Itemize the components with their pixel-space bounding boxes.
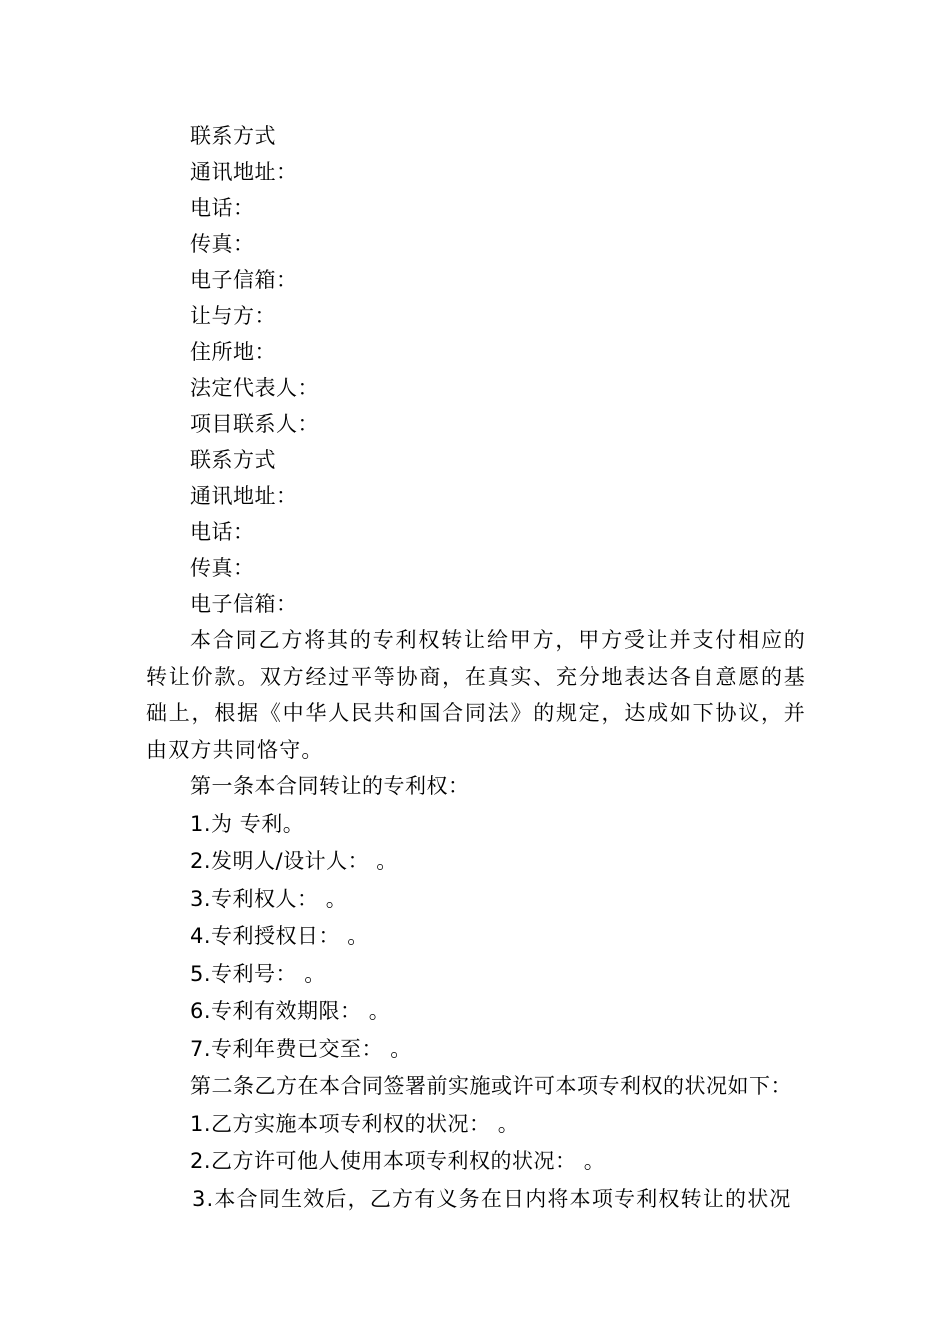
phone-label: 电话： xyxy=(190,196,255,220)
fax-label: 传真： xyxy=(190,232,255,256)
article2-heading: 第二条乙方在本合同签署前实施或许可本项专利权的状况如下： xyxy=(190,1074,792,1098)
contact-method-label: 联系方式 xyxy=(190,124,276,148)
article1-item-7: 7.专利年费已交至： 。 xyxy=(190,1036,412,1061)
email-label: 电子信箱： xyxy=(190,268,298,292)
fax-label-b: 传真： xyxy=(190,556,255,580)
project-contact-label: 项目联系人： xyxy=(190,412,319,436)
article1-item-6: 6.专利有效期限： 。 xyxy=(190,999,391,1023)
article2-item-2: 2.乙方许可他人使用本项专利权的状况： 。 xyxy=(190,1149,606,1173)
contact-method-label-b: 联系方式 xyxy=(190,448,276,472)
article1-heading: 第一条本合同转让的专利权： xyxy=(190,774,470,798)
address-label-b: 通讯地址： xyxy=(190,484,298,508)
phone-label-b: 电话： xyxy=(190,520,255,544)
article2-item-1: 1.乙方实施本项专利权的状况： 。 xyxy=(190,1111,520,1136)
address-label: 通讯地址： xyxy=(190,160,298,184)
article1-item-2: 2.发明人/设计人： 。 xyxy=(190,849,398,873)
article1-item-5: 5.专利号： 。 xyxy=(190,961,326,986)
preamble-paragraph: 本合同乙方将其的专利权转让给甲方，甲方受让并支付相应的转让价款。双方经过平等协商，在真实、充分地表达各自意愿的基础上，根据《中华人民共和国合同法》的规定，达成如下协议，并由双方共同恪守。 xyxy=(146,628,806,762)
article1-item-3: 3.专利权人： 。 xyxy=(190,886,348,911)
assignor-label: 让与方： xyxy=(190,304,276,328)
email-label-b: 电子信箱： xyxy=(190,592,298,616)
contract-body xyxy=(146,118,806,1218)
residence-label: 住所地： xyxy=(190,340,276,364)
legal-rep-label: 法定代表人： xyxy=(190,376,319,400)
article1-item-4: 4.专利授权日： 。 xyxy=(190,924,369,948)
article2-item-3-partial: 3.本合同生效后，乙方有义务在日内将本项专利权转让的状况 xyxy=(192,1186,792,1211)
article1-item-1: 1.为 专利。 xyxy=(190,811,305,836)
